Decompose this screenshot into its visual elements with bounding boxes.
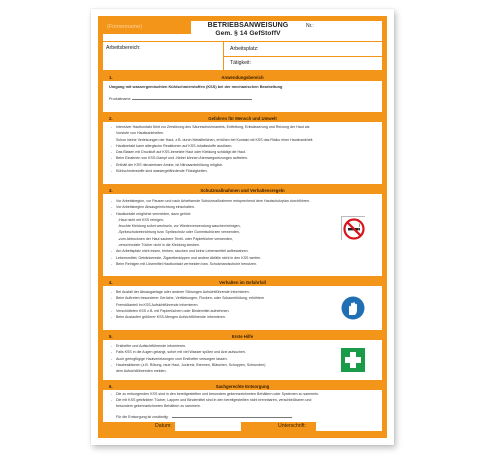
section-5-line: - Hautreaktionen (z.B. Rötung, raue Haut, Juckreiz, Brennen, Bläschen, Schuppen, Schrunden)	[109, 362, 265, 368]
section-5-line: - Falls KSS in die Augen gelangt, sofort mit viel Wasser spülen und Arzt aufsuchen.	[109, 349, 265, 355]
signature-footer	[103, 421, 382, 433]
section-2-body	[103, 122, 382, 184]
product-name-row[interactable]	[109, 96, 282, 102]
section-3-bar	[103, 186, 382, 194]
section-5-line: - Ersthelfer und Aufsichtführende informieren.	[109, 343, 265, 349]
section-3-line: - Spritzschutzeinrichtung bzw. Spritzschutz oder Gummischürzen verwenden,	[109, 229, 310, 235]
section-2-text	[109, 124, 313, 174]
section-2-line: Vorstufe von Hautkrankheiten.	[116, 131, 165, 136]
section-2-bar	[103, 114, 382, 122]
section-3-number: 3.	[109, 187, 113, 193]
section-3-body	[103, 194, 382, 276]
section-4-number: 4.	[109, 279, 113, 285]
section-2-line: - Kühlschmierstoffe sind wassergefährdende Flüssigkeiten.	[109, 168, 313, 174]
section-5-line: - Auch geringfügige Hautverletzungen vom Ersthelfer versorgen lassen.	[109, 356, 265, 362]
section-5-number: 5.	[109, 333, 113, 339]
section-2-line: - Intensiver Hautkontakt führt zur Zerstörung des Säureschutzmantels, Entfettung, Entwässerung und Reizung der Haut als	[109, 124, 313, 130]
section-1-bar	[103, 73, 382, 81]
section-2-line: - Enthält der KSS nitrosierbare Amine, ist Nitrosaminbildung möglich.	[109, 162, 313, 168]
section-4-body	[103, 286, 382, 330]
section-2-line: - Hautkontakt kann allergische Reaktionen auf KSS-Inhaltsstoffe auslösen.	[109, 143, 313, 149]
section-6-line[interactable]: Für die Entsorgung ist zuständig:	[109, 415, 319, 421]
section-4-bar	[103, 278, 382, 286]
header-row-divider	[223, 56, 382, 57]
section-6-bar	[103, 382, 382, 390]
date-field[interactable]	[175, 422, 241, 431]
section-3-line: - Hautkontakt möglichst vermeiden, dazu gehört:	[109, 211, 310, 217]
section-4-title: Verhalten im Gefahrfall	[219, 279, 266, 285]
section-6-line: - Die zu entsorgenden KSS sind in den bereitgestellten und besonders gekennzeichneten Behältern oder Systemen zu sammeln.	[109, 392, 319, 398]
section-3-title: Schutzmaßnahmen und Verhaltensregeln	[200, 187, 285, 193]
section-6-title: Sachgerechte Entsorgung	[215, 383, 270, 389]
section-6-body	[103, 390, 382, 422]
product-name-line[interactable]	[132, 97, 252, 100]
arbeitsplatz-label: Arbeitsplatz:	[230, 46, 259, 52]
section-2-line: Schon kleine Verletzungen der Haut, z.B. durch Metallteilchen, erhöhen bei Kontakt mit KSS das Risiko einer Hautkrankheit.	[116, 137, 314, 142]
section-5-body	[103, 340, 382, 380]
section-2-number: 2.	[109, 115, 113, 121]
orange-frame	[98, 16, 387, 438]
section-6-number: 6.	[109, 383, 113, 389]
section-3-line: - Vor Arbeitsbeginn, vor Pausen und nach Arbeitsende Schutzmaßnahmen entsprechend dem Hautschutzplan durchführen.	[109, 198, 310, 204]
section-3-line: - Am Arbeitsplatz nicht essen, trinken, rauchen und keine Lebensmittel aufbewahren.	[109, 248, 310, 254]
product-name-label: Produktname:	[109, 97, 132, 102]
number-label: Nr.:	[306, 23, 314, 29]
section-3-line: - Beim Reinigen mit Lösemittel Hautkontakt vermeiden bzw. Schutzhandschuhe benutzen.	[109, 261, 310, 267]
section-6-line: - Die mit KSS getränkten Tücher, Lappen und Bindemittel sind in den bereitgestellten nicht brennbaren, verschließbaren und	[109, 398, 319, 404]
section-5-text	[109, 343, 265, 374]
section-4-line: - Beim Auslaufen größerer KSS-Mengen Aufsichtführende informieren.	[109, 314, 264, 320]
company-name-field[interactable]: (Firmenname)	[103, 21, 191, 34]
section-1-text	[109, 84, 282, 103]
header-fields	[103, 41, 382, 70]
arbeitsbereich-label: Arbeitsbereich:	[106, 45, 141, 51]
section-3-line: - verschmutzte Tücher nicht in die Kleidung stecken.	[109, 242, 310, 248]
section-3-line: - Lebensmittel, Getränkereste, Zigarettenkippen und andere Abfälle nicht in den KSS werfen.	[109, 255, 310, 261]
scope-text: Umgang mit wassergemischten Kühlschmierstoffen (KSS) bei der mechanischen Bearbeitung	[109, 84, 283, 89]
first-aid-icon	[341, 348, 365, 372]
section-6-text	[109, 392, 319, 421]
document-title	[193, 22, 303, 38]
section-2-line: - Das Blasen mit Druckluft auf KSS-benetzte Haut oder Kleidung schädigt die Haut.	[109, 149, 313, 155]
taetigkeit-label: Tätigkeit:	[230, 60, 252, 66]
section-5-title: Erste Hilfe	[231, 333, 254, 339]
section-2-title: Gefahren für Mensch und Umwelt	[208, 115, 277, 121]
document-sheet	[91, 9, 394, 445]
protective-gloves-icon	[341, 296, 365, 320]
section-1-body	[103, 81, 382, 112]
no-smoking-icon	[341, 216, 365, 240]
section-4-line: - Verschütteten KSS z.B. mit Papiertüchern oder Bindemittel aufnehmen.	[109, 308, 264, 314]
title-line-1: BETRIEBSANWEISUNG	[207, 22, 289, 29]
section-4-text	[109, 289, 264, 320]
section-4-line: - Bei Ausfall der Absauganlage oder anderer Störungen Aufsichtführende informieren.	[109, 289, 264, 295]
title-line-2: Gem. § 14 GefStoffV	[215, 30, 281, 37]
section-3-text	[109, 198, 310, 267]
section-4-line: - Beim Auftreten besonderer Gerüche, Verfärbungen, Flocken- oder Schaumbildung, erhöhtem	[109, 295, 264, 301]
section-3-line: - feuchte Kleidung sofort wechseln, vor Wiederverwendung waschen/reinigen,	[109, 223, 310, 229]
responsible-person-line[interactable]	[172, 415, 292, 418]
section-5-bar	[103, 332, 382, 340]
document-header	[103, 21, 382, 70]
section-6-line: besonders gekennzeichneten Behältern zu sammeln.	[116, 403, 201, 408]
section-3-line: - zum Abtrocknen der Haut saubere Textil- oder Papiertücher verwenden,	[109, 236, 310, 242]
signature-label: Unterschrift:	[278, 423, 306, 429]
section-2-line: - Beim Einatmen von KSS-Dampf und -Nebel können Atemwegsreizungen auftreten.	[109, 155, 313, 161]
date-label: Datum:	[155, 423, 172, 429]
section-3-line: - Haut nicht mit KSS reinigen,	[109, 217, 310, 223]
section-3-line: - Vor Arbeitsbeginn Absaugeinrichtung einschalten.	[109, 204, 310, 210]
section-1-title: Anwendungsbereich	[221, 74, 264, 80]
section-4-line: Fremdölanteil im KSS Aufsichtführende informieren.	[116, 302, 199, 307]
section-5-line: dem Aufsichtführenden melden.	[116, 369, 167, 374]
section-1-number: 1.	[109, 74, 113, 80]
signature-field[interactable]	[316, 422, 382, 431]
